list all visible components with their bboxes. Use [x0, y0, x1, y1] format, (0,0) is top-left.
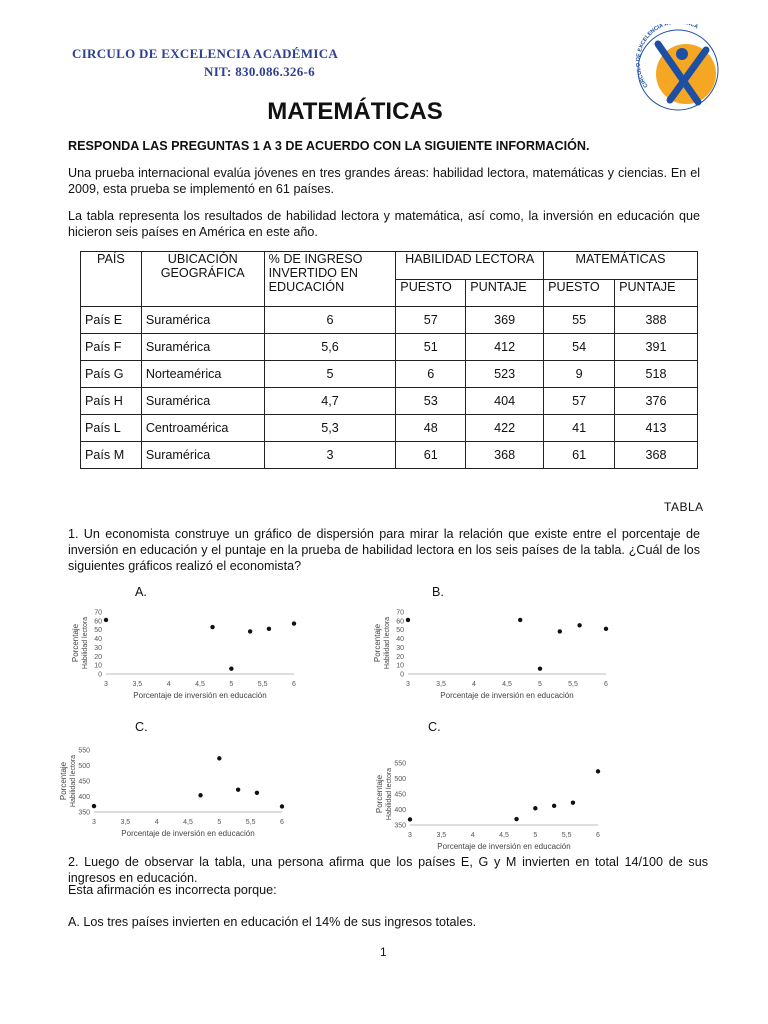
header-puntaje-lectora: PUNTAJE [466, 279, 544, 307]
data-point [514, 817, 518, 821]
x-tick-label: 4 [472, 681, 476, 688]
header-puesto-mat: PUESTO [544, 279, 615, 307]
x-tick-label: 4,5 [195, 681, 205, 688]
x-tick-label: 5,5 [245, 819, 256, 826]
cell-ubicacion: Suramérica [141, 307, 264, 334]
table-row [81, 334, 698, 361]
cell-lectora-puntaje: 412 [466, 334, 544, 361]
y-axis-label-2: Habilidad lectora [70, 754, 77, 808]
y-tick-label: 550 [78, 747, 90, 755]
y-tick-label: 20 [94, 653, 102, 661]
cell-lectora-puesto: 51 [396, 334, 466, 361]
option-label-b: B. [432, 585, 444, 599]
y-tick-label: 450 [394, 791, 406, 799]
header-matematicas: MATEMÁTICAS [544, 252, 698, 280]
cell-mat-puntaje: 391 [615, 334, 698, 361]
institution-nit: NIT: 830.086.326-6 [204, 64, 315, 79]
data-point [571, 800, 575, 804]
table-header-row [81, 252, 698, 280]
cell-ubicacion: Centroamérica [141, 415, 264, 442]
header-puesto-lectora: PUESTO [396, 279, 466, 307]
scatter-chart-d [370, 757, 610, 851]
x-tick-label: 3,5 [436, 832, 447, 839]
cell-mat-puesto: 41 [544, 415, 615, 442]
cell-pais: País E [81, 307, 142, 334]
data-point [236, 787, 240, 791]
option-label-c2: C. [428, 720, 441, 734]
y-axis-label: Porcentaje [373, 623, 382, 663]
y-tick-label: 0 [98, 671, 102, 679]
y-axis-label: Porcentaje [59, 761, 68, 801]
y-tick-label: 70 [396, 609, 404, 617]
data-point [406, 618, 410, 622]
x-axis-label: Porcentaje de inversión en educación [133, 691, 267, 700]
data-point [217, 756, 221, 760]
cell-lectora-puntaje: 404 [466, 388, 544, 415]
y-tick-label: 350 [394, 822, 406, 830]
x-tick-label: 3 [104, 681, 108, 688]
header-ingreso: % DE INGRESO INVERTIDO EN EDUCACIÓN [264, 252, 396, 307]
cell-ingreso: 5,3 [264, 415, 396, 442]
data-point [577, 623, 581, 627]
cell-lectora-puesto: 48 [396, 415, 466, 442]
y-tick-label: 0 [400, 671, 404, 679]
x-tick-label: 5 [229, 681, 234, 688]
x-tick-label: 6 [292, 681, 296, 688]
x-tick-label: 4,5 [502, 681, 512, 688]
x-tick-label: 4 [470, 832, 475, 839]
x-tick-label: 5 [533, 832, 538, 839]
cell-ubicacion: Suramérica [141, 442, 264, 469]
data-point [538, 666, 542, 670]
x-tick-label: 6 [280, 819, 284, 826]
cell-ingreso: 5,6 [264, 334, 396, 361]
cell-mat-puesto: 54 [544, 334, 615, 361]
y-axis-label: Porcentaje [71, 623, 80, 663]
y-tick-label: 50 [396, 627, 404, 635]
question-1: 1. Un economista construye un gráfico de dispersión para mirar la relación que existe entre el porcentaje de inversión en educación y el puntaje en la prueba de habilidad lectora en los seis países de la tabla. ¿Cuál de los siguientes gráficos realizó el economista? [68, 527, 700, 573]
table-row [81, 361, 698, 388]
cell-ubicacion: Suramérica [141, 388, 264, 415]
table-caption: TABLA [664, 500, 704, 514]
y-tick-label: 10 [94, 662, 102, 670]
cell-mat-puntaje: 518 [615, 361, 698, 388]
x-axis-label: Porcentaje de inversión en educación [437, 842, 571, 851]
header-ubicacion: UBICACIÓN GEOGRÁFICA [141, 252, 264, 307]
data-point [280, 804, 284, 808]
cell-pais: País G [81, 361, 142, 388]
y-axis-label: Porcentaje [375, 774, 384, 814]
scatter-chart-b [368, 606, 618, 704]
x-tick-label: 4,5 [183, 819, 193, 826]
data-point [267, 627, 271, 631]
y-tick-label: 450 [78, 778, 90, 786]
cell-pais: País M [81, 442, 142, 469]
x-tick-label: 5,5 [561, 832, 572, 839]
option-label-c: C. [135, 720, 148, 734]
y-tick-label: 400 [394, 807, 406, 814]
data-point [408, 817, 412, 821]
cell-pais: País L [81, 415, 142, 442]
cell-lectora-puesto: 6 [396, 361, 466, 388]
question-2: 2. Luego de observar la tabla, una persona afirma que los países E, G y M invierten en total 14/100 de sus ingresos en educación. [68, 855, 708, 885]
cell-lectora-puntaje: 422 [466, 415, 544, 442]
header-lectora: HABILIDAD LECTORA [396, 252, 544, 280]
data-point [596, 769, 600, 773]
data-point [533, 806, 537, 810]
y-tick-label: 400 [78, 794, 90, 801]
y-tick-label: 30 [396, 644, 404, 652]
x-tick-label: 3,5 [120, 819, 131, 826]
y-tick-label: 60 [94, 618, 102, 626]
x-axis-label: Porcentaje de inversión en educación [121, 829, 255, 838]
instruction: RESPONDA LAS PREGUNTAS 1 A 3 DE ACUERDO CON LA SIGUIENTE INFORMACIÓN. [68, 139, 590, 153]
y-tick-label: 500 [394, 776, 406, 783]
cell-ingreso: 4,7 [264, 388, 396, 415]
x-tick-label: 4,5 [499, 832, 509, 839]
data-point [604, 627, 608, 631]
y-tick-label: 500 [78, 763, 90, 770]
data-point [255, 791, 259, 795]
x-tick-label: 6 [596, 832, 600, 839]
table-row [81, 442, 698, 469]
data-point [198, 793, 202, 797]
x-tick-label: 5 [217, 819, 222, 826]
data-point [248, 629, 252, 633]
table-row [81, 415, 698, 442]
cell-lectora-puesto: 61 [396, 442, 466, 469]
table-row [81, 388, 698, 415]
y-tick-label: 50 [94, 627, 102, 635]
data-point [518, 618, 522, 622]
cell-mat-puesto: 55 [544, 307, 615, 334]
y-tick-label: 350 [78, 809, 90, 817]
cell-ingreso: 6 [264, 307, 396, 334]
y-tick-label: 40 [396, 636, 404, 644]
y-axis-label-2: Habilidad lectora [386, 767, 393, 821]
x-tick-label: 3 [408, 832, 412, 839]
y-tick-label: 30 [94, 644, 102, 652]
cell-lectora-puntaje: 368 [466, 442, 544, 469]
y-tick-label: 10 [396, 662, 404, 670]
paragraph-2: La tabla representa los resultados de habilidad lectora y matemática, así como, la inversión en educación que hicieron seis países en América en este año. [68, 209, 700, 239]
cell-lectora-puntaje: 369 [466, 307, 544, 334]
y-tick-label: 20 [396, 653, 404, 661]
x-tick-label: 3,5 [436, 681, 446, 688]
paragraph-1: Una prueba internacional evalúa jóvenes en tres grandes áreas: habilidad lectora, matemáticas y ciencias. En el 2009, esta prueba se implementó en 61 países. [68, 166, 700, 196]
data-point [92, 804, 96, 808]
results-table [80, 251, 698, 469]
cell-mat-puntaje: 376 [615, 388, 698, 415]
data-point [229, 666, 233, 670]
cell-ubicacion: Norteamérica [141, 361, 264, 388]
x-axis-label: Porcentaje de inversión en educación [440, 691, 574, 700]
x-tick-label: 4 [166, 681, 171, 688]
cell-mat-puesto: 9 [544, 361, 615, 388]
table-row [81, 307, 698, 334]
page-number: 1 [380, 945, 387, 959]
y-axis-label-2: Habilidad lectora [384, 616, 391, 670]
cell-ubicacion: Suramérica [141, 334, 264, 361]
y-tick-label: 550 [394, 760, 406, 768]
option-label-a: A. [135, 585, 147, 599]
y-tick-label: 60 [396, 618, 404, 626]
scatter-chart-a [66, 606, 306, 704]
cell-mat-puntaje: 368 [615, 442, 698, 469]
cell-lectora-puesto: 57 [396, 307, 466, 334]
x-tick-label: 3 [406, 681, 410, 688]
x-tick-label: 6 [604, 681, 608, 688]
option-a-text: A. Los tres países invierten en educación el 14% de sus ingresos totales. [68, 915, 477, 929]
data-point [552, 804, 556, 808]
x-tick-label: 5,5 [257, 681, 268, 688]
data-point [558, 629, 562, 633]
data-point [104, 618, 108, 622]
cell-mat-puesto: 61 [544, 442, 615, 469]
page-title: MATEMÁTICAS [267, 98, 443, 125]
data-point [210, 625, 214, 629]
cell-pais: País F [81, 334, 142, 361]
x-tick-label: 5 [538, 681, 542, 688]
header-puntaje-mat: PUNTAJE [615, 279, 698, 307]
logo-text: CIRCULO DE EXCELENCIA A ICA [636, 24, 700, 89]
y-tick-label: 70 [94, 609, 102, 617]
data-point [292, 621, 296, 625]
cell-lectora-puesto: 53 [396, 388, 466, 415]
x-tick-label: 3,5 [132, 681, 143, 688]
cell-ingreso: 5 [264, 361, 396, 388]
institution-name: CIRCULO DE EXCELENCIA ACADÉMICA [72, 46, 339, 61]
cell-mat-puntaje: 388 [615, 307, 698, 334]
cell-ingreso: 3 [264, 442, 396, 469]
cell-lectora-puntaje: 523 [466, 361, 544, 388]
x-tick-label: 3 [92, 819, 96, 826]
question-2-prompt: Esta afirmación es incorrecta porque: [68, 883, 277, 897]
x-tick-label: 4 [154, 819, 159, 826]
x-tick-label: 5,5 [568, 681, 578, 688]
cell-mat-puesto: 57 [544, 388, 615, 415]
header-pais: PAÍS [81, 252, 142, 307]
y-tick-label: 40 [94, 636, 102, 644]
cell-mat-puntaje: 413 [615, 415, 698, 442]
cell-pais: País H [81, 388, 142, 415]
scatter-chart-c [54, 744, 294, 840]
y-axis-label-2: Habilidad lectora [82, 616, 89, 670]
